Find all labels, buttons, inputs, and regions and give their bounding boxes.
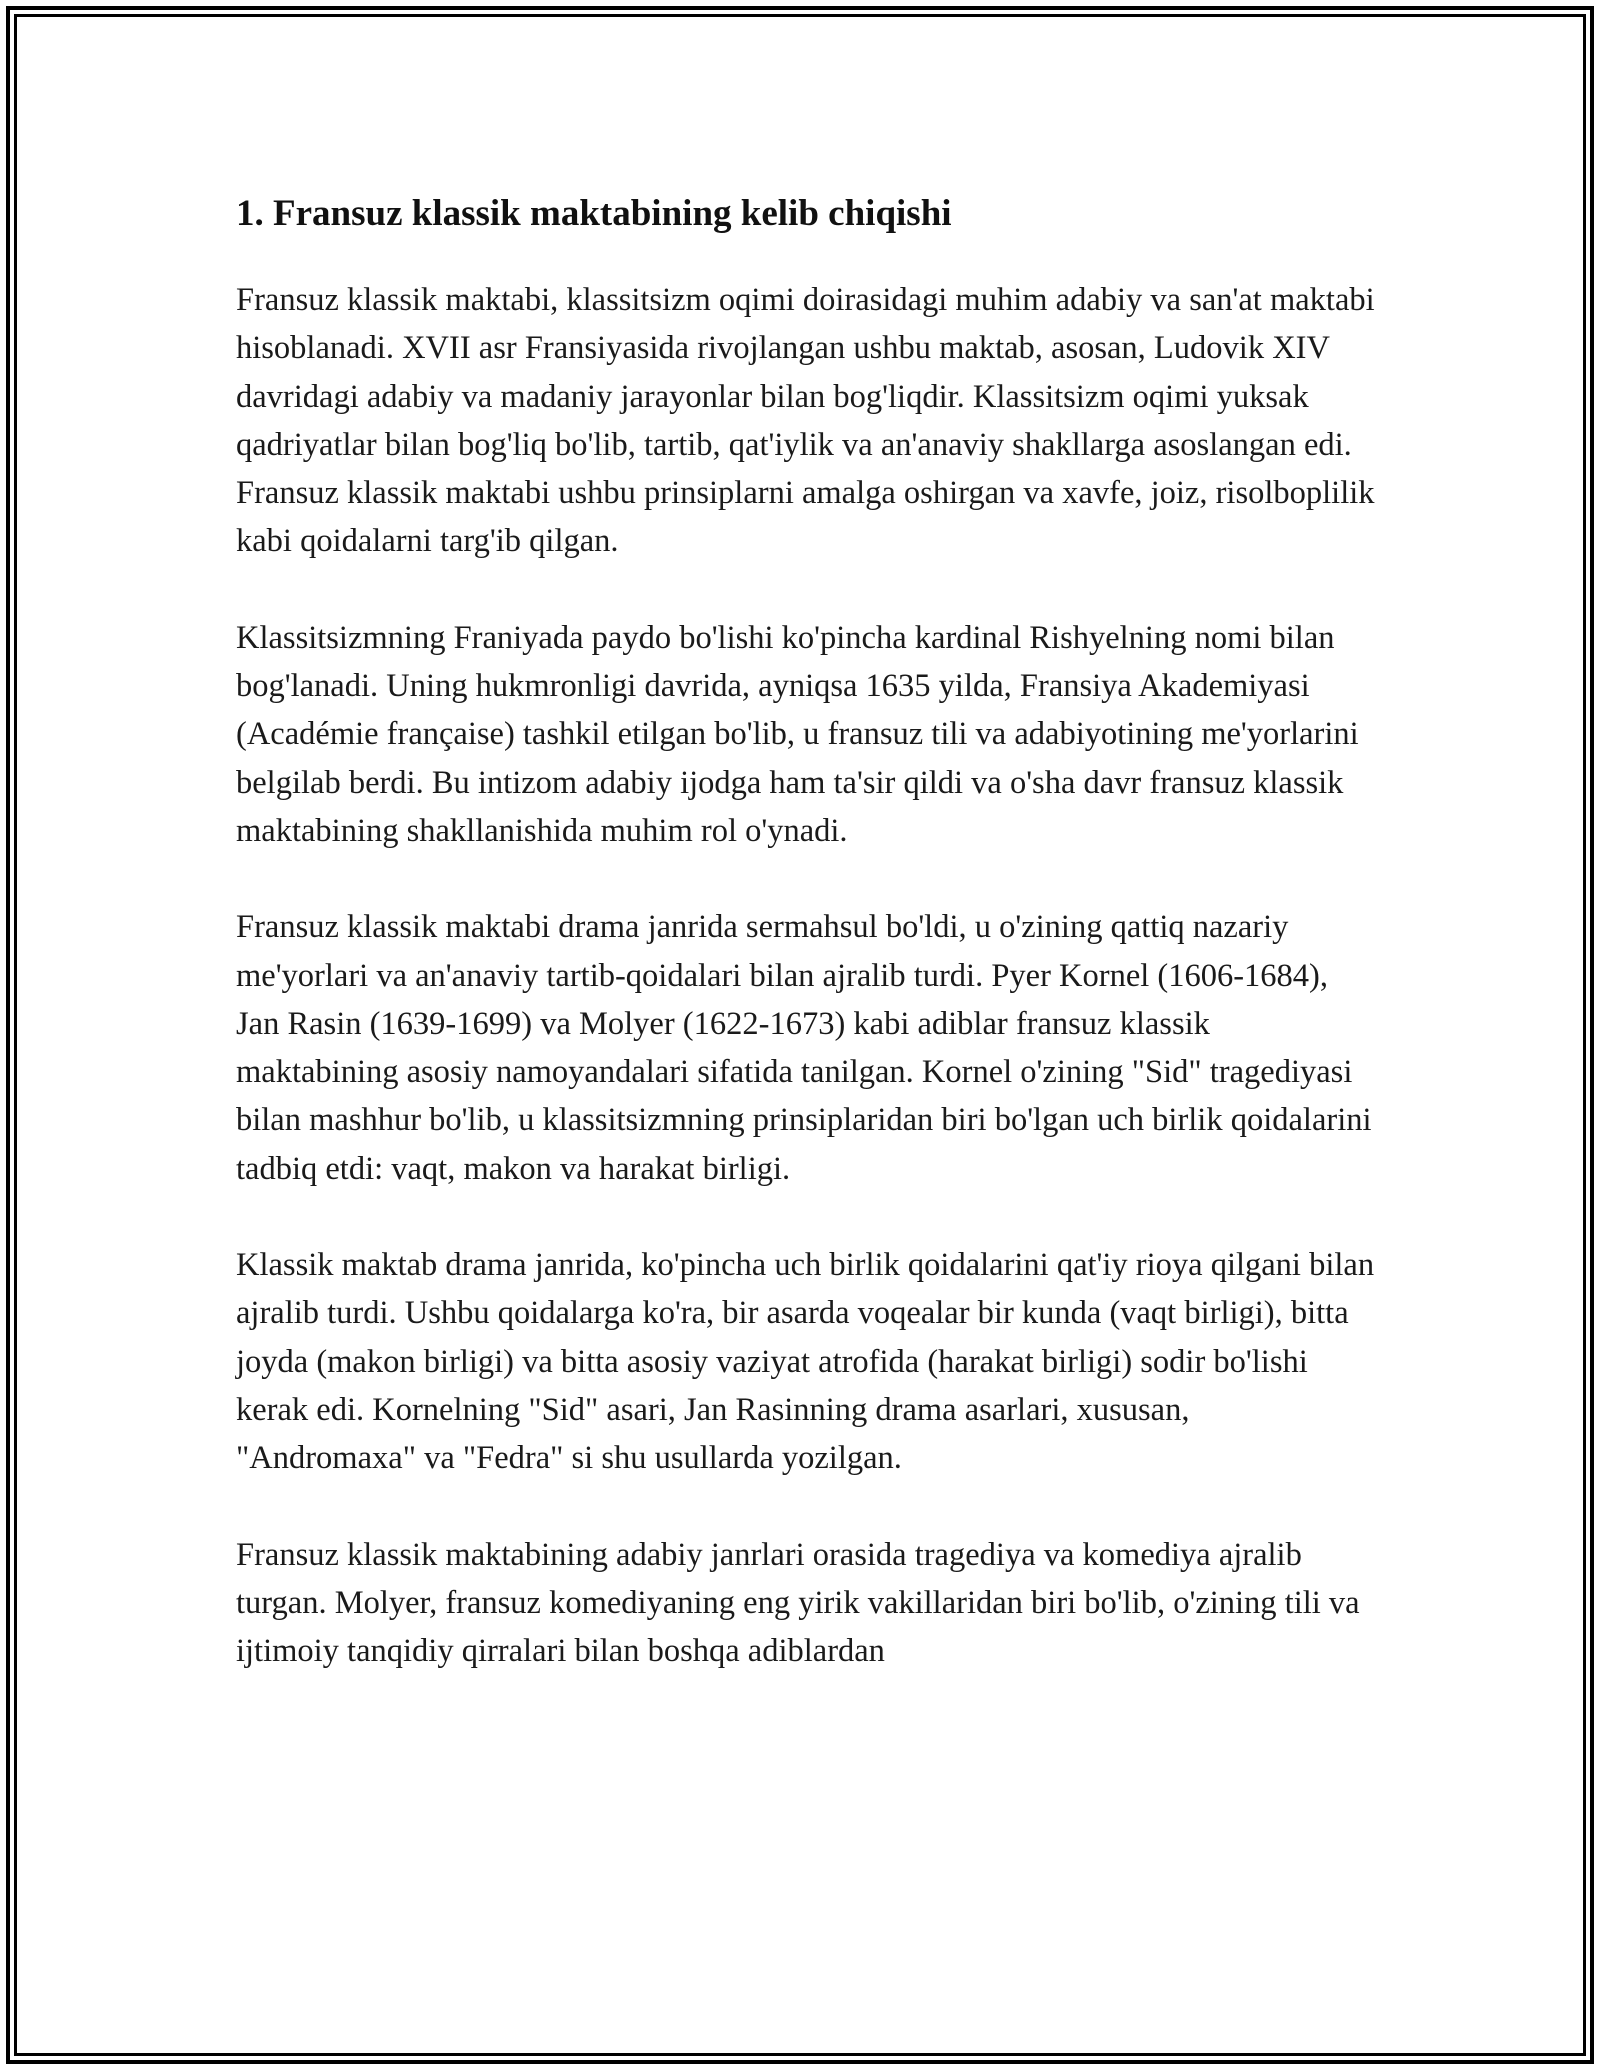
document-body bbox=[236, 180, 1376, 1723]
paragraph-richelieu-academy: Klassitsizmning Franiyada paydo bo'lishi ko'pincha kardinal Rishyelning nomi bilan bog'lanadi. Uning hukmronligi davrida, ayniqsa 1635 yilda, Fransiya Akademiyasi (Académie française) tashkil etilgan bo'lib, u fransuz tili va adabiyotining me'yorlarini belgilab berdi. Bu intizom adabiy ijodga ham ta'sir qildi va o'sha davr fransuz klassik maktabining shakllanishida muhim rol o'ynadi. bbox=[236, 619, 1359, 849]
paragraph-origin: Fransuz klassik maktabi, klassitsizm oqimi doirasidagi muhim adabiy va san'at maktabi hisoblanadi. XVII asr Fransiyasida rivojlangan ushbu maktab, asosan, Ludovik XIV davridagi adabiy va madaniy jarayonlar bilan bog'liqdir. Klassitsizm oqimi yuksak qadriyatlar bilan bog'liq bo'lib, tartib, qat'iylik va an'anaviy shakllarga asoslangan edi. Fransuz klassik maktabi ushbu prinsiplarni amalga oshirgan va xavfe, joiz, risolboplilik kabi qoidalarni targ'ib qilgan. bbox=[236, 282, 1375, 560]
paragraph-genres: Fransuz klassik maktabining adabiy janrlari orasida tragediya va komediya ajralib turgan. Molyer, fransuz komediyaning eng yirik vakillaridan biri bo'lib, o'zining tili va ijtimoiy tanqidiy qirralari bilan boshqa adiblardan bbox=[236, 1536, 1360, 1670]
paragraph-three-unities: Klassik maktab drama janrida, ko'pincha uch birlik qoidalarini qat'iy rioya qilgani bilan ajralib turdi. Ushbu qoidalarga ko'ra, bir asarda voqealar bir kunda (vaqt birligi), bitta joyda (makon birligi) va bitta asosiy vaziyat atrofida (harakat birligi) sodir bo'lishi kerak edi. Kornelning "Sid" asari, Jan Rasinning drama asarlari, xususan, "Andromaxa" va "Fedra" si shu usullarda yozilgan. bbox=[236, 1247, 1375, 1477]
paragraph-drama-authors: Fransuz klassik maktabi drama janrida sermahsul bo'ldi, u o'zining qattiq nazariy me'yorlari va an'anaviy tartib-qoidalari bilan ajralib turdi. Pyer Kornel (1606-1684), Jan Rasin (1639-1699) va Molyer (1622-1673) kabi adiblar fransuz klassik maktabining asosiy namoyandalari sifatida tanilgan. Kornel o'zining "Sid" tragediyasi bilan mashhur bo'lib, u klassitsizmning prinsiplaridan biri bo'lgan uch birlik qoidalarini tadbiq etdi: vaqt, makon va harakat birligi. bbox=[236, 909, 1372, 1187]
section-heading: 1. Fransuz klassik maktabining kelib chiqishi bbox=[236, 193, 952, 234]
